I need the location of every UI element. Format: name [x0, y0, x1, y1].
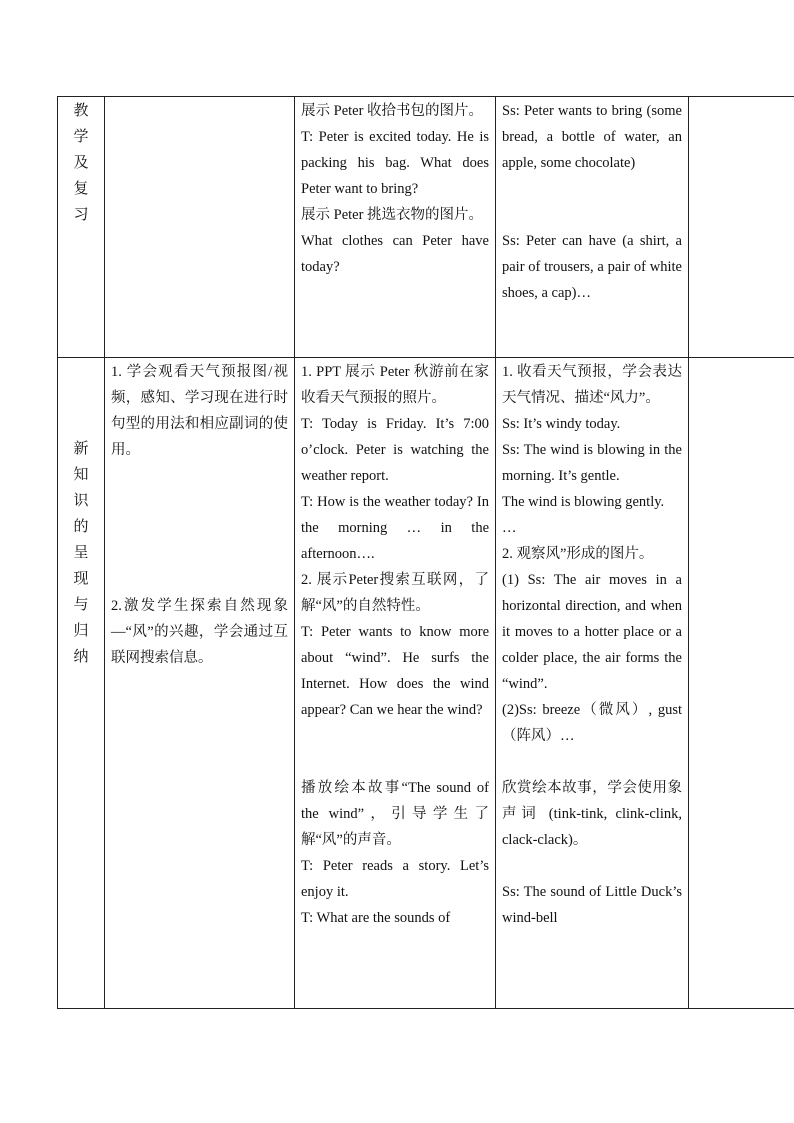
teacher-line: What clothes can Peter have today?: [301, 233, 489, 275]
student-line: Ss: Peter wants to bring (some bread, a bottle of water, an apple, some chocolate): [502, 103, 682, 171]
objectives-cell: [105, 358, 295, 1009]
section-char: 教: [73, 103, 89, 119]
student-line: 欣赏绘本故事，学会使用象声词 (tink-tink, clink-clink, clack-clack)。: [502, 780, 682, 848]
teacher-line: 2. 展示Peter搜索互联网，了解“风”的自然特性。: [301, 572, 489, 614]
student-activity-cell: [496, 358, 689, 1009]
student-line: (1) Ss: The air moves in a horizontal direction, and when it moves to a hotter place or a colder place, the air forms the “wind”.: [502, 572, 682, 692]
student-line: Ss: The sound of Little Duck’s wind-bell: [502, 884, 682, 926]
section-char: 的: [73, 519, 89, 535]
lesson-plan-table: [57, 96, 794, 1009]
teacher-line: 1. PPT 展示 Peter 秋游前在家收看天气预报的照片。: [301, 364, 489, 406]
section-char: 新: [73, 441, 89, 457]
section-char: 识: [73, 493, 89, 509]
student-line: The wind is blowing gently.: [502, 494, 665, 510]
section-char: 及: [73, 155, 89, 171]
student-line: Ss: The wind is blowing in the morning. It’s gentle.: [502, 442, 682, 484]
section-char: 归: [73, 623, 89, 639]
student-line: …: [502, 520, 517, 536]
teacher-line: T: How is the weather today? In the morning … in the afternoon….: [301, 494, 489, 562]
teacher-line: 展示 Peter 收拾书包的图片。: [301, 103, 484, 119]
teacher-line: 播放绘本故事“The sound of the wind”，引导学生了解“风”的声音。: [301, 780, 489, 848]
student-line: Ss: It’s windy today.: [502, 416, 621, 432]
teacher-line: 展示 Peter 挑选衣物的图片。: [301, 207, 484, 223]
objective-line: 2.激发学生探索自然现象—“风”的兴趣，学会通过互联网搜索信息。: [111, 598, 288, 666]
table-row: [58, 97, 794, 358]
teacher-line: T: What are the sounds of: [301, 910, 451, 926]
teacher-line: T: Today is Friday. It’s 7:00 o’clock. Peter is watching the weather report.: [301, 416, 489, 484]
table-row: [58, 358, 794, 1009]
objectives-cell: [105, 97, 295, 358]
student-line: 1. 收看天气预报，学会表达天气情况、描述“风力”。: [502, 364, 682, 406]
section-char: 呈: [73, 545, 89, 561]
section-char: 学: [73, 129, 89, 145]
student-activity-cell: [496, 97, 689, 358]
notes-cell: [689, 97, 794, 358]
teacher-activity-cell: [295, 97, 496, 358]
student-line: 2. 观察风”形成的图片。: [502, 546, 654, 562]
section-char: 现: [73, 571, 89, 587]
student-line: Ss: Peter can have (a shirt, a pair of trousers, a pair of white shoes, a cap)…: [502, 233, 682, 301]
teacher-line: T: Peter is excited today. He is packing his bag. What does Peter want to bring?: [301, 129, 489, 197]
notes-cell: [689, 358, 794, 1009]
teacher-line: T: Peter reads a story. Let’s enjoy it.: [301, 858, 489, 900]
section-char: 与: [73, 597, 89, 613]
section-label: [58, 358, 105, 1009]
section-char: 知: [73, 467, 89, 483]
teacher-activity-cell: [295, 358, 496, 1009]
section-char: 纳: [73, 649, 89, 665]
section-char: 复: [73, 181, 89, 197]
student-line: (2)Ss: breeze（微风）, gust（阵风）…: [502, 702, 682, 744]
objective-line: 1. 学会观看天气预报图/视频，感知、学习现在进行时句型的用法和相应副词的使用。: [111, 364, 288, 458]
section-char: 习: [73, 207, 89, 223]
section-label: [58, 97, 105, 358]
teacher-line: T: Peter wants to know more about “wind”. He surfs the Internet. How does the wind appear? Can we hear the wind?: [301, 624, 489, 718]
